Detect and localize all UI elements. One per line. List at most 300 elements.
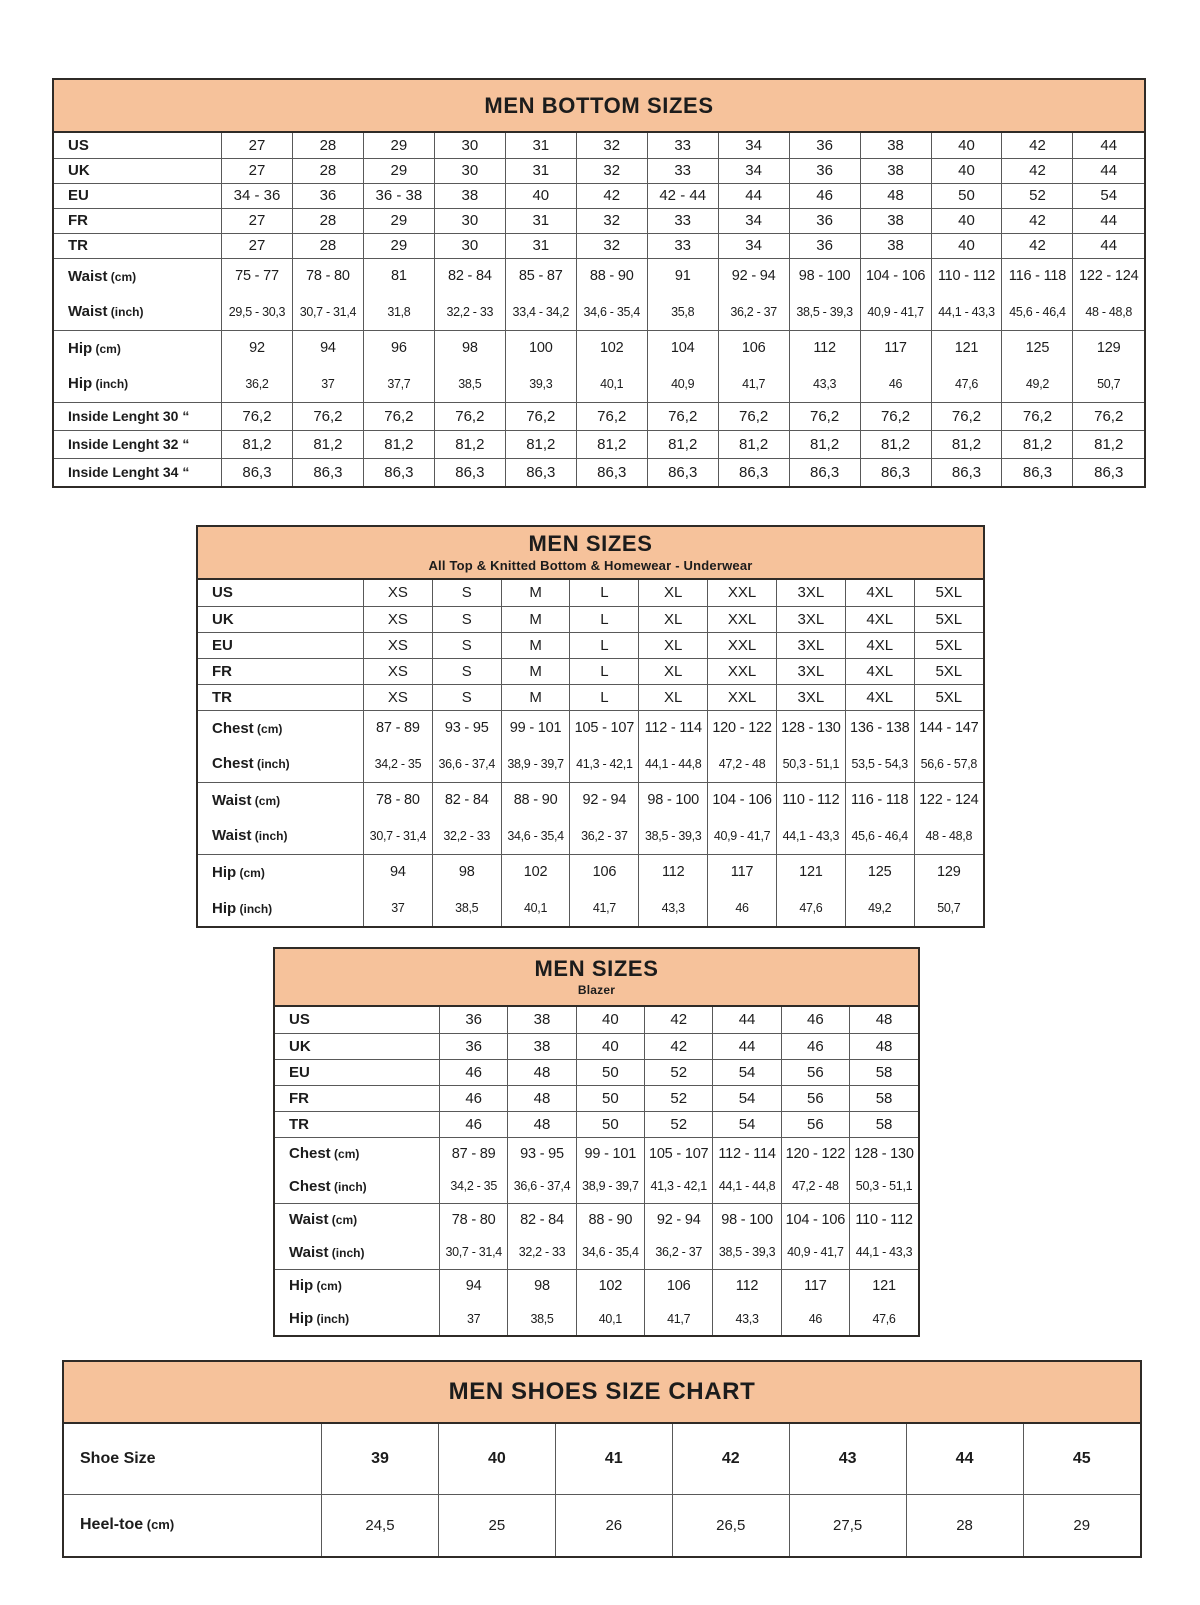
size-cell: 48 <box>860 183 931 208</box>
size-cell: XL <box>639 606 708 632</box>
row-label <box>275 1007 440 1033</box>
size-cell: 76,2 <box>222 402 293 430</box>
row-label-text: FR <box>212 662 232 680</box>
size-cell: 82 - 84 <box>432 782 501 818</box>
size-cell: 40 <box>576 1007 644 1033</box>
size-cell: 36 <box>440 1033 508 1059</box>
size-cell: 92 - 94 <box>570 782 639 818</box>
size-cell: 86,3 <box>789 458 860 486</box>
size-cell: 112 <box>639 854 708 890</box>
size-cell: 136 - 138 <box>845 710 914 746</box>
size-cell: 121 <box>850 1269 918 1302</box>
size-cell: 81,2 <box>576 430 647 458</box>
size-cell: 41 <box>555 1424 672 1494</box>
row-label <box>54 133 222 158</box>
size-cell: 42 <box>645 1033 713 1059</box>
row-label-text: TR <box>289 1115 309 1133</box>
table-row <box>198 580 983 606</box>
row-label <box>64 1424 322 1494</box>
size-cell: 34 <box>718 158 789 183</box>
size-cell: 29 <box>1023 1494 1140 1556</box>
row-label-text: US <box>68 136 89 154</box>
row-label-text: Chest <box>289 1145 331 1163</box>
table-header <box>54 80 1144 133</box>
row-label <box>198 632 364 658</box>
row-label-text: Inside Lenght 30 “ <box>68 408 190 424</box>
size-cell: 40,1 <box>576 366 647 402</box>
size-table <box>198 580 983 926</box>
size-cell: 31 <box>505 233 576 258</box>
size-cell: 41,3 - 42,1 <box>645 1170 713 1203</box>
size-cell: 102 <box>501 854 570 890</box>
row-label <box>64 1494 322 1556</box>
size-cell: 38,9 - 39,7 <box>501 746 570 782</box>
size-cell: 40,9 - 41,7 <box>860 294 931 330</box>
size-cell: 39,3 <box>505 366 576 402</box>
row-label <box>198 580 364 606</box>
size-cell: 37 <box>292 366 363 402</box>
size-cell: 94 <box>364 854 433 890</box>
row-label-text: Chest <box>289 1177 331 1195</box>
size-cell: 30 <box>434 133 505 158</box>
row-label-text: UK <box>212 610 234 628</box>
size-cell: XS <box>364 632 433 658</box>
size-cell: 3XL <box>776 658 845 684</box>
size-cell: S <box>432 580 501 606</box>
row-label-unit: (inch) <box>253 757 290 772</box>
table-row <box>64 1424 1140 1494</box>
size-cell: 98 <box>434 330 505 366</box>
row-label-text: Hip <box>212 863 237 881</box>
size-cell: 128 - 130 <box>850 1137 918 1170</box>
size-cell: 44,1 - 43,3 <box>776 818 845 854</box>
size-cell: 33 <box>647 208 718 233</box>
size-cell: 41,3 - 42,1 <box>570 746 639 782</box>
row-label-unit: (cm) <box>253 721 283 736</box>
size-cell: 58 <box>850 1059 918 1085</box>
row-label-text: Waist <box>289 1211 329 1229</box>
row-label <box>54 430 222 458</box>
size-cell: 104 - 106 <box>781 1203 849 1236</box>
size-cell: 40 <box>931 158 1002 183</box>
row-label <box>54 366 222 402</box>
size-cell: 50,7 <box>1073 366 1144 402</box>
table-row <box>198 684 983 710</box>
size-cell: 5XL <box>914 606 983 632</box>
size-cell: XXL <box>708 684 777 710</box>
size-cell: 48 <box>850 1007 918 1033</box>
size-cell: 81,2 <box>1002 430 1073 458</box>
size-cell: 34,6 - 35,4 <box>576 1236 644 1269</box>
size-cell: 81,2 <box>363 430 434 458</box>
size-cell: 98 <box>432 854 501 890</box>
size-cell: XS <box>364 580 433 606</box>
size-cell: 112 <box>789 330 860 366</box>
row-label-text: Inside Lenght 34 “ <box>68 464 190 481</box>
table-header <box>275 949 918 1007</box>
table-row <box>275 1236 918 1269</box>
table-row <box>275 1007 918 1033</box>
size-cell: 28 <box>292 233 363 258</box>
size-cell: 44,1 - 43,3 <box>850 1236 918 1269</box>
size-cell: 4XL <box>845 658 914 684</box>
row-label-unit: (inch) <box>107 305 144 320</box>
size-cell: 36,6 - 37,4 <box>432 746 501 782</box>
size-cell: 25 <box>438 1494 555 1556</box>
size-cell: 86,3 <box>1073 458 1144 486</box>
size-cell: 91 <box>647 258 718 294</box>
size-cell: 45,6 - 46,4 <box>845 818 914 854</box>
size-cell: 29 <box>363 233 434 258</box>
size-cell: 75 - 77 <box>222 258 293 294</box>
size-cell: 98 - 100 <box>713 1203 781 1236</box>
size-cell: 86,3 <box>647 458 718 486</box>
size-cell: 44,1 - 44,8 <box>639 746 708 782</box>
table-row <box>54 366 1144 402</box>
size-cell: XS <box>364 606 433 632</box>
table-subtitle: Blazer <box>577 982 616 997</box>
size-cell: 76,2 <box>789 402 860 430</box>
size-cell: 35,8 <box>647 294 718 330</box>
size-cell: 44 <box>1073 158 1144 183</box>
size-cell: 116 - 118 <box>845 782 914 818</box>
row-label-unit: (cm) <box>143 1517 175 1533</box>
size-cell: 50 <box>576 1059 644 1085</box>
size-cell: 110 - 112 <box>931 258 1002 294</box>
size-cell: 40 <box>931 208 1002 233</box>
size-cell: 29 <box>363 133 434 158</box>
row-label-text: EU <box>212 636 233 654</box>
size-cell: 40 <box>931 133 1002 158</box>
size-cell: 43,3 <box>639 890 708 926</box>
size-cell: 36 <box>789 158 860 183</box>
table-row <box>54 294 1144 330</box>
size-cell: 36,2 - 37 <box>570 818 639 854</box>
size-cell: 40,9 - 41,7 <box>708 818 777 854</box>
size-cell: 99 - 101 <box>576 1137 644 1170</box>
table-title: MEN SHOES SIZE CHART <box>448 1378 756 1406</box>
size-table <box>64 1424 1140 1556</box>
size-cell: XL <box>639 658 708 684</box>
size-cell: 122 - 124 <box>914 782 983 818</box>
size-cell: 93 - 95 <box>508 1137 576 1170</box>
size-cell: 39 <box>322 1424 439 1494</box>
row-label-text: Chest <box>212 719 254 737</box>
size-cell: 78 - 80 <box>292 258 363 294</box>
size-cell: 88 - 90 <box>576 258 647 294</box>
size-cell: 94 <box>440 1269 508 1302</box>
size-cell: XL <box>639 632 708 658</box>
size-cell: 38 <box>508 1007 576 1033</box>
size-cell: 34,6 - 35,4 <box>501 818 570 854</box>
size-cell: 28 <box>292 208 363 233</box>
size-cell: M <box>501 684 570 710</box>
table-row <box>54 458 1144 486</box>
table-header <box>198 527 983 580</box>
size-cell: 3XL <box>776 606 845 632</box>
table-row <box>275 1269 918 1302</box>
size-cell: 50,3 - 51,1 <box>776 746 845 782</box>
size-cell: 52 <box>645 1085 713 1111</box>
table-row <box>275 1302 918 1335</box>
size-cell: 46 <box>440 1085 508 1111</box>
row-label <box>275 1059 440 1085</box>
size-cell: 110 - 112 <box>776 782 845 818</box>
size-cell: M <box>501 580 570 606</box>
size-cell: 36 <box>789 208 860 233</box>
row-label <box>54 158 222 183</box>
size-cell: 30 <box>434 208 505 233</box>
size-cell: 48 <box>508 1085 576 1111</box>
row-label-unit: (cm) <box>107 269 137 284</box>
men-blazer-sizes-table <box>273 947 920 1337</box>
row-label-text: TR <box>68 237 88 254</box>
size-cell: 52 <box>645 1059 713 1085</box>
table-row <box>198 782 983 818</box>
size-cell: 34,2 - 35 <box>440 1170 508 1203</box>
size-cell: 42 - 44 <box>647 183 718 208</box>
size-cell: 86,3 <box>292 458 363 486</box>
size-cell: 82 - 84 <box>508 1203 576 1236</box>
size-cell: 81,2 <box>647 430 718 458</box>
row-label-text: UK <box>68 162 90 179</box>
table-row <box>275 1033 918 1059</box>
size-cell: 54 <box>713 1085 781 1111</box>
size-cell: XXL <box>708 658 777 684</box>
table-row <box>198 606 983 632</box>
row-label <box>54 294 222 330</box>
size-cell: 81,2 <box>789 430 860 458</box>
size-cell: 81,2 <box>505 430 576 458</box>
row-label-text: Waist <box>68 303 108 321</box>
size-cell: 94 <box>292 330 363 366</box>
row-label <box>198 606 364 632</box>
size-cell: 42 <box>576 183 647 208</box>
row-label <box>198 710 364 746</box>
row-label-unit: (cm) <box>92 341 121 356</box>
row-label <box>54 233 222 258</box>
size-cell: 33 <box>647 233 718 258</box>
size-cell: 104 - 106 <box>860 258 931 294</box>
size-cell: XS <box>364 658 433 684</box>
size-cell: 105 - 107 <box>570 710 639 746</box>
size-cell: L <box>570 580 639 606</box>
size-cell: 33 <box>647 158 718 183</box>
size-cell: 36 <box>789 233 860 258</box>
row-label-unit: (cm) <box>328 1213 358 1228</box>
size-cell: 104 - 106 <box>708 782 777 818</box>
size-cell: 5XL <box>914 684 983 710</box>
size-cell: 42 <box>1002 133 1073 158</box>
table-title: MEN SIZES <box>528 531 653 557</box>
size-cell: 32 <box>576 158 647 183</box>
size-cell: 38 <box>860 208 931 233</box>
row-label <box>54 258 222 294</box>
size-cell: 37 <box>440 1302 508 1335</box>
size-cell: 117 <box>708 854 777 890</box>
size-cell: 125 <box>1002 330 1073 366</box>
size-cell: 54 <box>713 1059 781 1085</box>
size-cell: S <box>432 606 501 632</box>
size-cell: 102 <box>576 330 647 366</box>
size-cell: 117 <box>860 330 931 366</box>
row-label <box>198 684 364 710</box>
row-label-unit: (cm) <box>313 1279 342 1294</box>
size-cell: 76,2 <box>292 402 363 430</box>
row-label-text: US <box>212 584 233 602</box>
size-cell: 48 <box>508 1111 576 1137</box>
size-cell: 52 <box>1002 183 1073 208</box>
size-cell: 38 <box>860 133 931 158</box>
size-cell: 36 <box>292 183 363 208</box>
row-label <box>275 1203 440 1236</box>
size-cell: XXL <box>708 606 777 632</box>
table-row <box>54 133 1144 158</box>
size-cell: 121 <box>776 854 845 890</box>
row-label-text: Waist <box>68 267 108 285</box>
size-cell: 78 - 80 <box>440 1203 508 1236</box>
size-cell: 28 <box>292 158 363 183</box>
size-cell: 76,2 <box>363 402 434 430</box>
row-label-text: Inside Lenght 32 “ <box>68 436 190 452</box>
size-cell: 27,5 <box>789 1494 906 1556</box>
row-label-unit: (inch) <box>92 377 129 392</box>
size-cell: 34 - 36 <box>222 183 293 208</box>
size-cell: M <box>501 632 570 658</box>
row-label-text: EU <box>289 1063 310 1081</box>
size-cell: 129 <box>914 854 983 890</box>
table-row <box>54 208 1144 233</box>
size-cell: 32,2 - 33 <box>508 1236 576 1269</box>
size-cell: 40,9 <box>647 366 718 402</box>
size-cell: 50,3 - 51,1 <box>850 1170 918 1203</box>
row-label-unit: (inch) <box>313 1312 350 1326</box>
row-label-text: Waist <box>212 827 252 845</box>
size-cell: 5XL <box>914 580 983 606</box>
size-cell: 49,2 <box>845 890 914 926</box>
size-cell: 29,5 - 30,3 <box>222 294 293 330</box>
table-title: MEN SIZES <box>534 956 659 982</box>
size-cell: 86,3 <box>434 458 505 486</box>
row-label-text: Waist <box>212 791 252 809</box>
size-cell: 76,2 <box>505 402 576 430</box>
table-row <box>275 1137 918 1170</box>
row-label-text: Hip <box>68 339 93 357</box>
size-cell: 36,2 - 37 <box>718 294 789 330</box>
row-label-text: Chest <box>212 755 254 773</box>
size-cell: 50 <box>576 1111 644 1137</box>
size-cell: 110 - 112 <box>850 1203 918 1236</box>
size-cell: 32,2 - 33 <box>432 818 501 854</box>
row-label-text: Hip <box>68 375 93 393</box>
size-cell: 46 <box>781 1302 849 1335</box>
size-cell: 76,2 <box>1073 402 1144 430</box>
men-shoes-size-table <box>62 1360 1142 1558</box>
size-cell: 125 <box>845 854 914 890</box>
table-row <box>198 854 983 890</box>
size-cell: 5XL <box>914 658 983 684</box>
size-cell: 76,2 <box>860 402 931 430</box>
size-cell: 105 - 107 <box>645 1137 713 1170</box>
size-cell: 106 <box>570 854 639 890</box>
size-cell: 93 - 95 <box>432 710 501 746</box>
size-cell: 117 <box>781 1269 849 1302</box>
size-cell: 38 <box>434 183 505 208</box>
table-row <box>64 1494 1140 1556</box>
size-cell: 96 <box>363 330 434 366</box>
size-cell: 31 <box>505 158 576 183</box>
size-cell: 32 <box>576 233 647 258</box>
size-cell: 32 <box>576 208 647 233</box>
row-label-unit: (inch) <box>330 1179 367 1194</box>
row-label <box>54 330 222 366</box>
size-cell: 86,3 <box>931 458 1002 486</box>
row-label-text: Hip <box>212 899 237 917</box>
size-cell: 98 - 100 <box>789 258 860 294</box>
size-cell: 3XL <box>776 632 845 658</box>
size-cell: 50 <box>576 1085 644 1111</box>
size-cell: 38 <box>860 158 931 183</box>
size-cell: 44 <box>713 1007 781 1033</box>
size-cell: 47,2 - 48 <box>781 1170 849 1203</box>
size-cell: 106 <box>645 1269 713 1302</box>
size-cell: 76,2 <box>576 402 647 430</box>
size-cell: 5XL <box>914 632 983 658</box>
size-cell: 99 - 101 <box>501 710 570 746</box>
size-cell: 87 - 89 <box>364 710 433 746</box>
size-cell: 46 <box>789 183 860 208</box>
table-row <box>54 258 1144 294</box>
size-cell: 36,2 - 37 <box>645 1236 713 1269</box>
size-cell: 48 <box>850 1033 918 1059</box>
men-bottom-sizes-table <box>52 78 1146 488</box>
size-cell: 3XL <box>776 684 845 710</box>
size-cell: 34,6 - 35,4 <box>576 294 647 330</box>
size-cell: 45,6 - 46,4 <box>1002 294 1073 330</box>
size-cell: 82 - 84 <box>434 258 505 294</box>
size-cell: 47,2 - 48 <box>708 746 777 782</box>
row-label-text: FR <box>289 1089 309 1107</box>
table-row <box>275 1170 918 1203</box>
row-label <box>275 1170 440 1203</box>
size-cell: 38,5 <box>432 890 501 926</box>
row-label-text: Waist <box>289 1243 329 1261</box>
row-label <box>275 1111 440 1137</box>
size-cell: 42 <box>1002 233 1073 258</box>
size-cell: 36,2 <box>222 366 293 402</box>
size-cell: 87 - 89 <box>440 1137 508 1170</box>
size-cell: 37 <box>364 890 433 926</box>
size-cell: 52 <box>645 1111 713 1137</box>
size-cell: 86,3 <box>860 458 931 486</box>
size-cell: 46 <box>860 366 931 402</box>
size-cell: 44,1 - 43,3 <box>931 294 1002 330</box>
size-cell: 58 <box>850 1085 918 1111</box>
size-cell: 46 <box>708 890 777 926</box>
size-cell: 42 <box>645 1007 713 1033</box>
size-cell: 144 - 147 <box>914 710 983 746</box>
size-cell: 32,2 - 33 <box>434 294 505 330</box>
size-cell: 40,1 <box>501 890 570 926</box>
table-row <box>198 710 983 746</box>
size-cell: 34,2 - 35 <box>364 746 433 782</box>
row-label <box>198 890 364 926</box>
size-cell: 46 <box>781 1007 849 1033</box>
size-cell: 47,6 <box>850 1302 918 1335</box>
size-cell: 56 <box>781 1111 849 1137</box>
size-cell: 81,2 <box>434 430 505 458</box>
table-row <box>275 1059 918 1085</box>
